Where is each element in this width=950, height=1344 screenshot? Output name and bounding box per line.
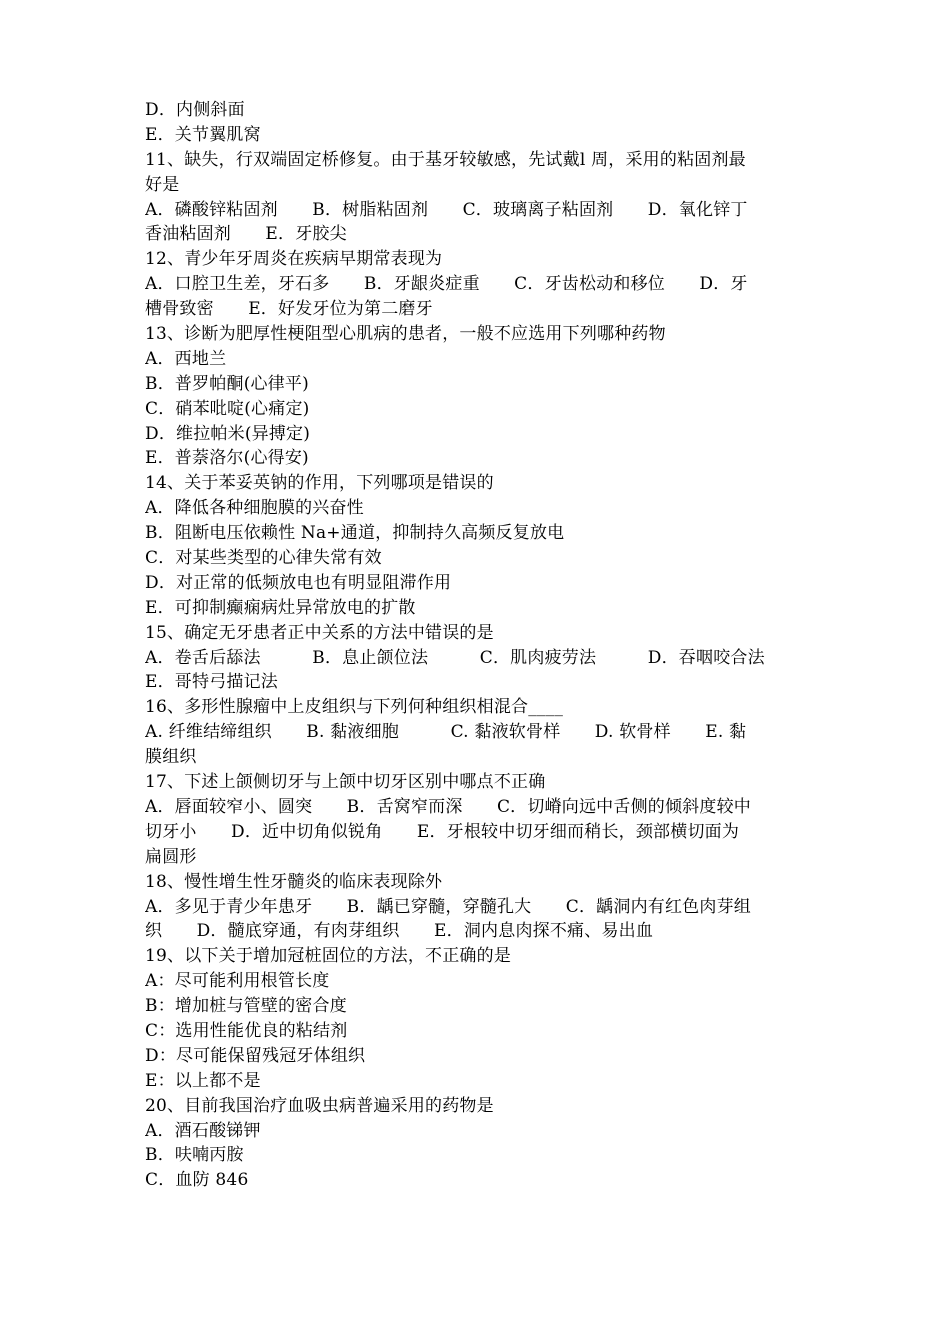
text-line: 扁圆形 (145, 846, 197, 867)
text-line: D．维拉帕米(异搏定) (145, 423, 311, 444)
text-line: A．酒石酸锑钾 (145, 1120, 261, 1141)
text-line: C．对某些类型的心律失常有效 (145, 548, 382, 569)
text-line: D．对正常的低频放电也有明显阻滞作用 (145, 572, 452, 593)
text-line: B：增加桩与管壁的密合度 (145, 996, 347, 1017)
text-line: C．血防 846 (145, 1170, 249, 1191)
text-line: A．多见于青少年患牙 B．龋已穿髓，穿髓孔大 C．龋洞内有红色肉芽组 (145, 896, 751, 917)
text-line: C：选用性能优良的粘结剂 (145, 1020, 348, 1041)
text-line: 14、关于苯妥英钠的作用，下列哪项是错误的 (145, 473, 494, 494)
text-line: A．唇面较窄小、圆突 B．舌窝窄而深 C．切嵴向远中舌侧的倾斜度较中 (145, 796, 751, 817)
text-line: E：以上都不是 (145, 1070, 261, 1091)
text-line: A．口腔卫生差，牙石多 B．牙龈炎症重 C．牙齿松动和移位 D．牙 (145, 274, 748, 295)
text-line: A．西地兰 (145, 348, 227, 369)
text-line: 好是 (145, 174, 180, 195)
text-line: A. 纤维结缔组织 B. 黏液细胞 C. 黏液软骨样 D. 软骨样 E. 黏 (145, 722, 747, 743)
text-line: E．普萘洛尔(心得安) (145, 448, 309, 469)
document-body (145, 98, 810, 1193)
text-line: D：尽可能保留残冠牙体组织 (145, 1045, 366, 1066)
text-line: B．阻断电压依赖性 Na+通道，抑制持久高频反复放电 (145, 523, 565, 544)
text-line: 香油粘固剂 E．牙胶尖 (145, 224, 347, 245)
text-line: A．磷酸锌粘固剂 B．树脂粘固剂 C．玻璃离子粘固剂 D．氧化锌丁 (145, 199, 748, 220)
text-line: 15、确定无牙患者正中关系的方法中错误的是 (145, 622, 494, 643)
text-line: D．内侧斜面 (145, 100, 245, 120)
text-line: 11、缺失，行双端固定桥修复。由于基牙较敏感，先试戴l 周，采用的粘固剂最 (145, 149, 746, 170)
text-line: A：尽可能利用根管长度 (145, 971, 330, 992)
text-line: 织 D．髓底穿通，有肉芽组织 E．洞内息肉探不痛、易出血 (145, 921, 654, 942)
text-line: 17、下述上颌侧切牙与上颌中切牙区别中哪点不正确 (145, 772, 546, 793)
text-line: B．普罗帕酮(心律平) (145, 373, 309, 394)
text-line: E．哥特弓描记法 (145, 672, 279, 693)
text-line: 19、以下关于增加冠桩固位的方法，不正确的是 (145, 946, 512, 967)
text-line: B．呋喃丙胺 (145, 1145, 244, 1166)
text-line: 12、青少年牙周炎在疾病早期常表现为 (145, 249, 443, 270)
text-line: 16、多形性腺瘤中上皮组织与下列何种组织相混合____ (145, 697, 564, 718)
text-line: 膜组织 (145, 747, 197, 768)
text-line: E．可抑制癫痫病灶异常放电的扩散 (145, 597, 416, 618)
text-line: A．卷舌后舔法 B．息止颌位法 C．肌肉疲劳法 D．吞咽咬合法 (145, 647, 765, 668)
text-line: 13、诊断为肥厚性梗阻型心肌病的患者，一般不应选用下列哪种药物 (145, 324, 666, 345)
text-line: 切牙小 D．近中切角似锐角 E．牙根较中切牙细而稍长，颈部横切面为 (145, 821, 740, 842)
text-line: 20、目前我国治疗血吸虫病普遍采用的药物是 (145, 1095, 494, 1116)
text-line: 18、慢性增生性牙髓炎的临床表现除外 (145, 871, 443, 892)
text-line: 槽骨致密 E．好发牙位为第二磨牙 (145, 299, 433, 320)
text-line: A．降低各种细胞膜的兴奋性 (145, 498, 364, 519)
text-line: E．关节翼肌窝 (145, 124, 261, 145)
text-line: C．硝苯吡啶(心痛定) (145, 398, 310, 419)
